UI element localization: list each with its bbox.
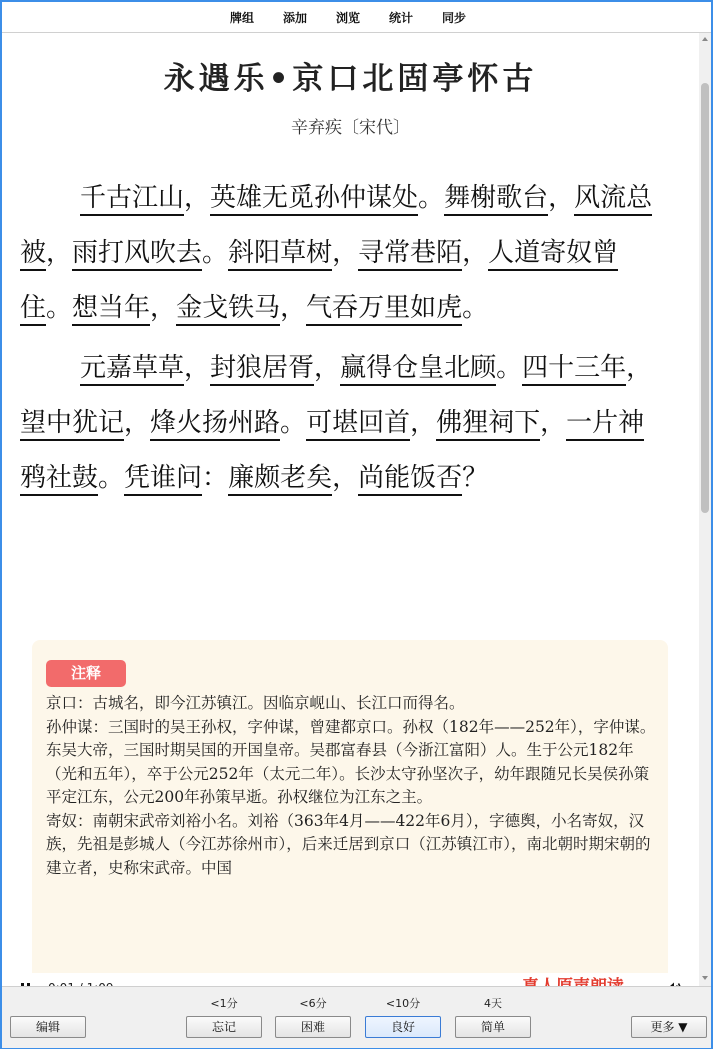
punctuation: 。 <box>418 183 445 213</box>
notes-label: 注释 <box>46 660 126 687</box>
punctuation: ， <box>332 463 359 493</box>
phrase: 凭谁问 <box>124 463 202 496</box>
poem-title: 永遇乐•京口北固亭怀古 <box>163 61 538 97</box>
note-item: 寄奴：南朝宋武帝刘裕小名。刘裕（363年4月——422年6月），字德舆，小名寄奴，汉族，先祖是彭城人（今江苏徐州市），后来迁居到京口（江苏镇江市），南北朝时期宋朝的建立者，史称宋武帝。中国 <box>46 811 651 877</box>
phrase: 廉颇老矣 <box>228 463 332 496</box>
punctuation: 。 <box>462 293 489 323</box>
vertical-scrollbar[interactable] <box>699 33 711 986</box>
menu-browse[interactable]: 浏览 <box>336 11 361 25</box>
phrase: 人道寄奴曾住 <box>20 238 618 326</box>
poem-stanza-1 <box>20 171 660 336</box>
top-menu <box>2 2 711 33</box>
scroll-up-icon[interactable] <box>702 37 708 41</box>
phrase: 尚能饭否 <box>358 463 462 496</box>
punctuation: ： <box>202 463 229 493</box>
phrase: 可堪回首 <box>306 408 410 441</box>
note-item: 京口：古城名，即今江苏镇江。因临京岘山、长江口而得名。 <box>46 694 465 712</box>
notes-panel <box>32 640 668 980</box>
phrase: 舞榭歌台 <box>444 183 548 216</box>
phrase: 望中犹记 <box>20 408 124 441</box>
punctuation: ， <box>410 408 437 438</box>
again-interval: <1分 <box>210 997 238 1010</box>
hard-interval: <6分 <box>299 997 327 1010</box>
punctuation: ， <box>540 408 567 438</box>
phrase: 英雄无觅孙仲谋处 <box>210 183 418 216</box>
punctuation: 。 <box>496 353 523 383</box>
phrase: 想当年 <box>72 293 150 326</box>
punctuation: ， <box>314 353 341 383</box>
phrase: 寻常巷陌 <box>358 238 462 271</box>
more-button[interactable]: 更多 ▼ <box>631 1016 707 1038</box>
menu-decks[interactable]: 牌组 <box>230 11 255 25</box>
punctuation: ， <box>46 238 73 268</box>
phrase: 烽火扬州路 <box>150 408 280 441</box>
scrollbar-thumb[interactable] <box>701 83 709 513</box>
phrase: 雨打风吹去 <box>72 238 202 271</box>
edit-button[interactable]: 编辑 <box>10 1016 86 1038</box>
review-bar <box>2 986 711 1048</box>
hard-button[interactable]: 困难 <box>275 1016 351 1038</box>
punctuation: ， <box>462 238 489 268</box>
phrase: 赢得仓皇北顾 <box>340 353 496 386</box>
easy-interval: 4天 <box>484 997 502 1010</box>
scroll-down-icon[interactable] <box>702 976 708 980</box>
punctuation: ， <box>626 353 653 383</box>
punctuation: 。 <box>280 408 307 438</box>
phrase: 斜阳草树 <box>228 238 332 271</box>
menu-stats[interactable]: 统计 <box>389 11 414 25</box>
punctuation: ， <box>548 183 575 213</box>
easy-button[interactable]: 简单 <box>455 1016 531 1038</box>
again-button[interactable]: 忘记 <box>186 1016 262 1038</box>
punctuation: 。 <box>46 293 73 323</box>
phrase: 佛狸祠下 <box>436 408 540 441</box>
poem-author: 辛弃疾〔宋代〕 <box>291 118 410 138</box>
phrase: 千古江山 <box>80 183 184 216</box>
punctuation: ， <box>184 183 211 213</box>
good-interval: <10分 <box>385 997 421 1010</box>
punctuation: ， <box>124 408 151 438</box>
punctuation: 。 <box>202 238 229 268</box>
punctuation: ， <box>184 353 211 383</box>
card-content <box>2 33 699 973</box>
punctuation: ？ <box>462 463 489 493</box>
note-item: 孙仲谋：三国时的吴王孙权，字仲谋，曾建都京口。孙权（182年——252年），字仲谋。东吴大帝，三国时期吴国的开国皇帝。吴郡富春县（今浙江富阳）人。生于公元182年（光和五年），卒于公元252年（太元二年）。长沙太守孙坚次子，幼年跟随兄长吴侯孙策平定江东，公元200年孙策早逝。孙权继位为江东之主。 <box>46 717 656 806</box>
phrase: 风流总被 <box>20 183 652 271</box>
phrase: 一片神鸦社鼓 <box>20 408 644 496</box>
notes-body <box>46 692 658 880</box>
menu-add[interactable]: 添加 <box>283 11 308 25</box>
punctuation: ， <box>332 238 359 268</box>
good-button[interactable]: 良好 <box>365 1016 441 1038</box>
menu-sync[interactable]: 同步 <box>442 11 467 25</box>
phrase: 封狼居胥 <box>210 353 314 386</box>
poem-stanza-2 <box>20 341 660 506</box>
phrase: 金戈铁马 <box>176 293 280 326</box>
punctuation: ， <box>150 293 177 323</box>
punctuation: 。 <box>98 463 125 493</box>
phrase: 四十三年 <box>522 353 626 386</box>
poem-text <box>20 171 660 511</box>
phrase: 气吞万里如虎 <box>306 293 462 326</box>
punctuation: ， <box>280 293 307 323</box>
phrase: 元嘉草草 <box>80 353 184 386</box>
